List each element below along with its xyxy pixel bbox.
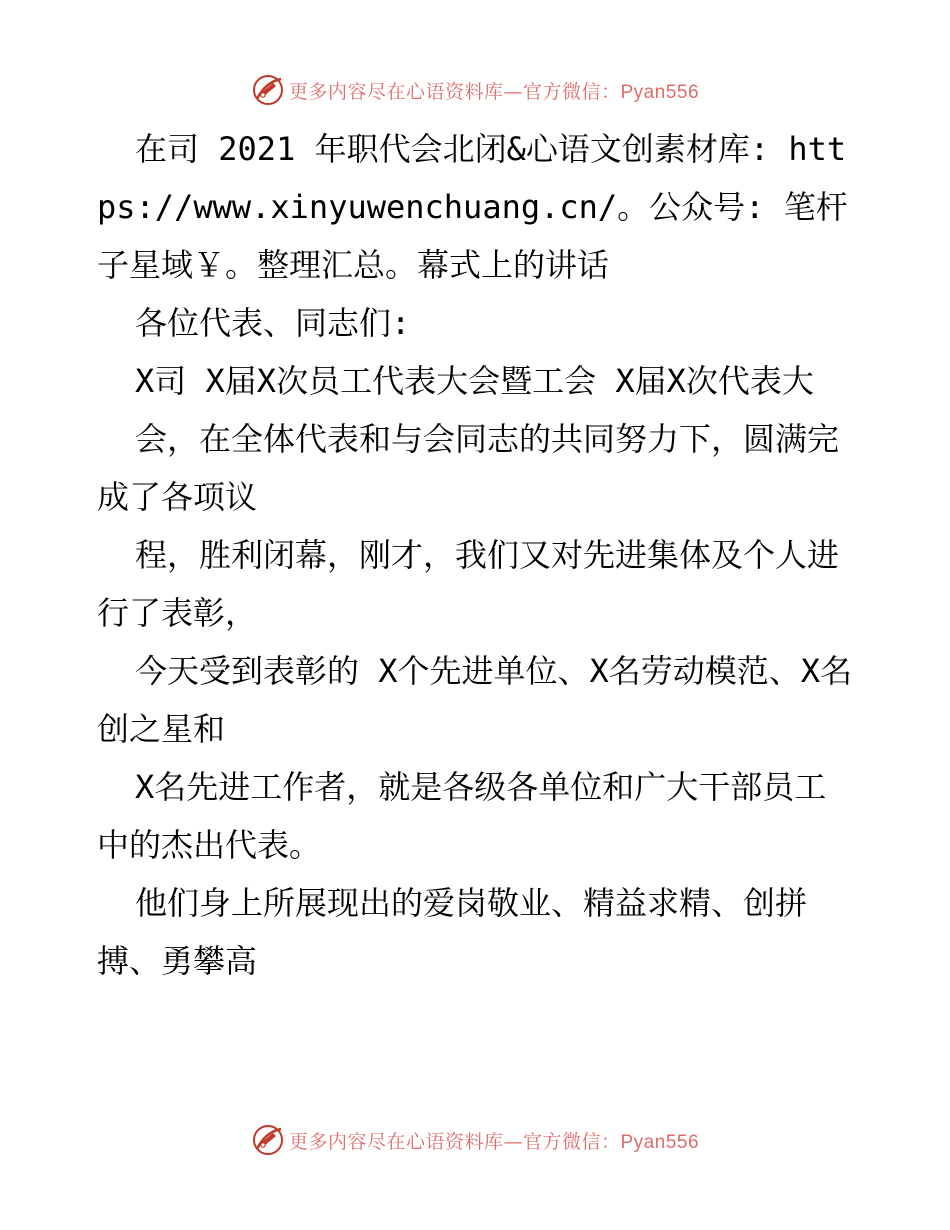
paragraph: X名先进工作者，就是各级各单位和广大干部员工中的杰出代表。 [97,768,827,864]
paragraph: 程，胜利闭幕，刚才，我们又对先进集体及个人进行了表彰， [97,536,840,632]
header-banner [0,70,950,110]
paragraph: 他们身上所展现出的爱岗敬业、精益求精、创拼搏、勇攀高 [97,884,808,980]
footer-banner-text: 更多内容尽在心语资料库—官方微信：Pyan556 [288,1130,700,1153]
header-wechat-id: Pyan556 [620,81,700,103]
header-banner-text: 更多内容尽在心语资料库—官方微信：Pyan556 [288,80,700,103]
paragraph: 各位代表、同志们: [135,304,411,342]
paragraph: 会，在全体代表和与会同志的共同努力下，圆满完成了各项议 [97,420,840,516]
paragraph: 在司 2021 年职代会北闭&心语文创素材库: https://www.xinyuwenchuang.cn/。公众号: 笔杆子星域￥。整理汇总。幕式上的讲话 [97,130,848,284]
paragraph: 今天受到表彰的 X个先进单位、X名劳动模范、X名创之星和 [97,652,853,748]
footer-banner [0,1120,950,1160]
document-body [97,120,857,990]
pen-logo-icon [251,1123,285,1157]
paragraph: X司 X届X次员工代表大会暨工会 X届X次代表大 [135,362,814,400]
pen-logo-icon [251,73,285,107]
footer-wechat-id: Pyan556 [620,1131,700,1153]
